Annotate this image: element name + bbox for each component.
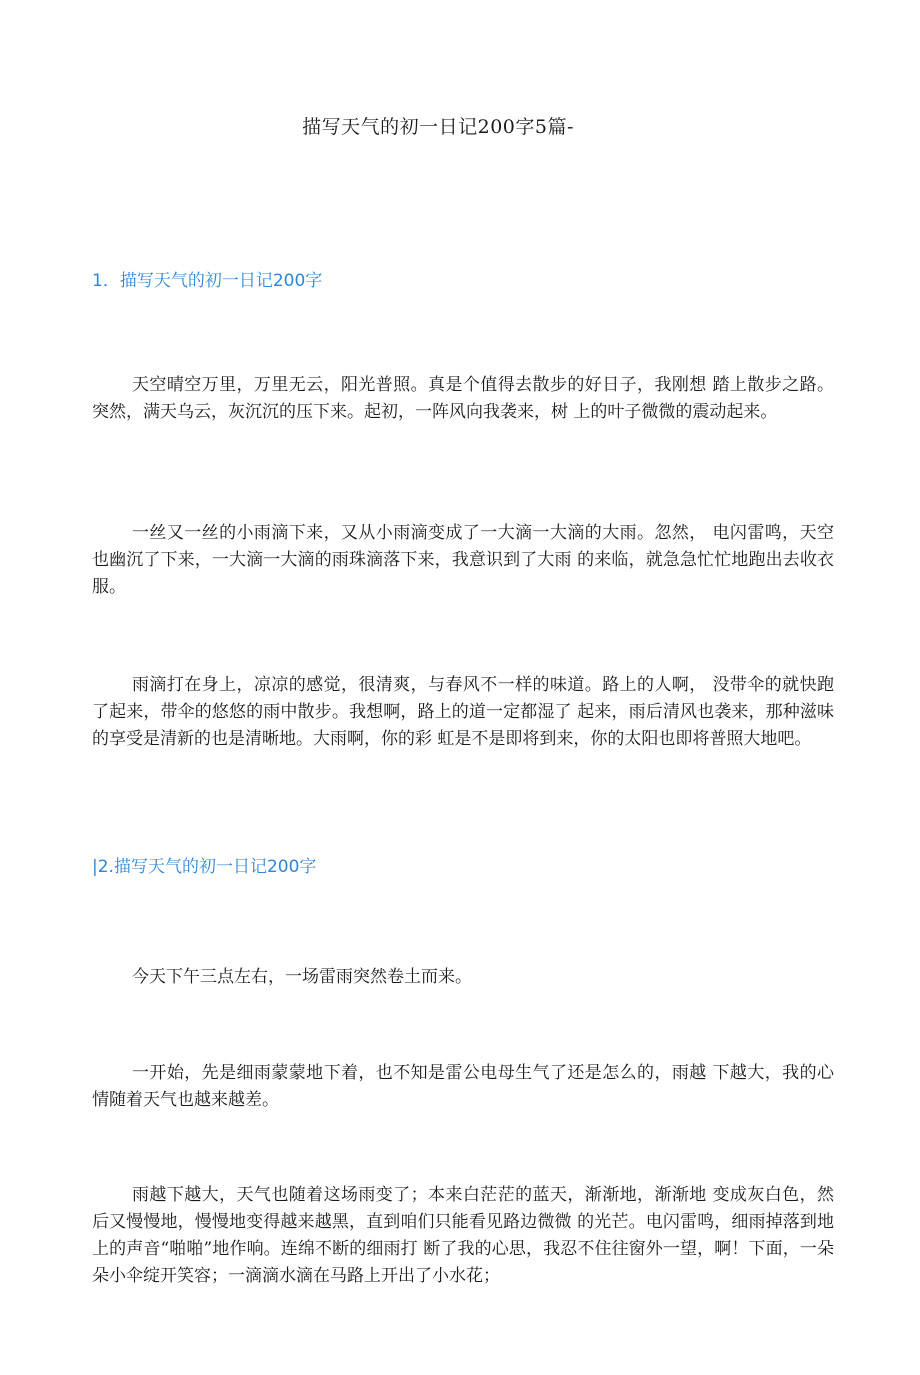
- paragraph: 今天下午三点左右，一场雷雨突然卷土而来。: [132, 967, 472, 987]
- paragraph: 天空晴空万里，万里无云，阳光普照。真是个值得去散步的好日子，我刚想 踏上散步之路。突然，满天乌云，灰沉沉的压下来。起初，一阵风向我袭来，树 上的叶子微微的震动起来。: [92, 375, 834, 422]
- paragraph: 一丝又一丝的小雨滴下来，又从小雨滴变成了一大滴一大滴的大雨。忽然， 电闪雷鸣，天空也幽沉了下来，一大滴一大滴的雨珠滴落下来，我意识到了大雨 的来临，就急急忙忙地跑出去收衣服。: [92, 523, 834, 597]
- paragraph: 雨越下越大，天气也随着这场雨变了；本来白茫茫的蓝天，渐渐地，渐渐地 变成灰白色，然后又慢慢地，慢慢地变得越来越黑，直到咱们只能看见路边微微 的光芒。电闪雷鸣，细雨掉落到地上的声音“啪啪”地作响。连绵不断的细雨打 断了我的心思，我忍不住往窗外一望，啊！下面，一朵朵小伞绽开笑容；一滴滴水滴在马路上开出了小水花；: [92, 1185, 834, 1286]
- paragraph: 一开始，先是细雨蒙蒙地下着，也不知是雷公电母生气了还是怎么的，雨越 下越大，我的心情随着天气也越来越差。: [92, 1063, 834, 1110]
- section-heading-1: 1．描写天气的初一日记200字: [92, 271, 323, 291]
- document-title: 描写天气的初一日记200字5篇-: [302, 116, 574, 138]
- paragraph: 雨滴打在身上，凉凉的感觉，很清爽，与春风不一样的味道。路上的人啊， 没带伞的就快跑了起来，带伞的悠悠的雨中散步。我想啊，路上的道一定都湿了 起来，雨后清风也袭来，那种滋味的享受是清新的也是清晰地。大雨啊，你的彩 虹是不是即将到来，你的太阳也即将普照大地吧。: [92, 675, 834, 749]
- section-heading-2: |2.描写天气的初一日记200字: [92, 857, 317, 877]
